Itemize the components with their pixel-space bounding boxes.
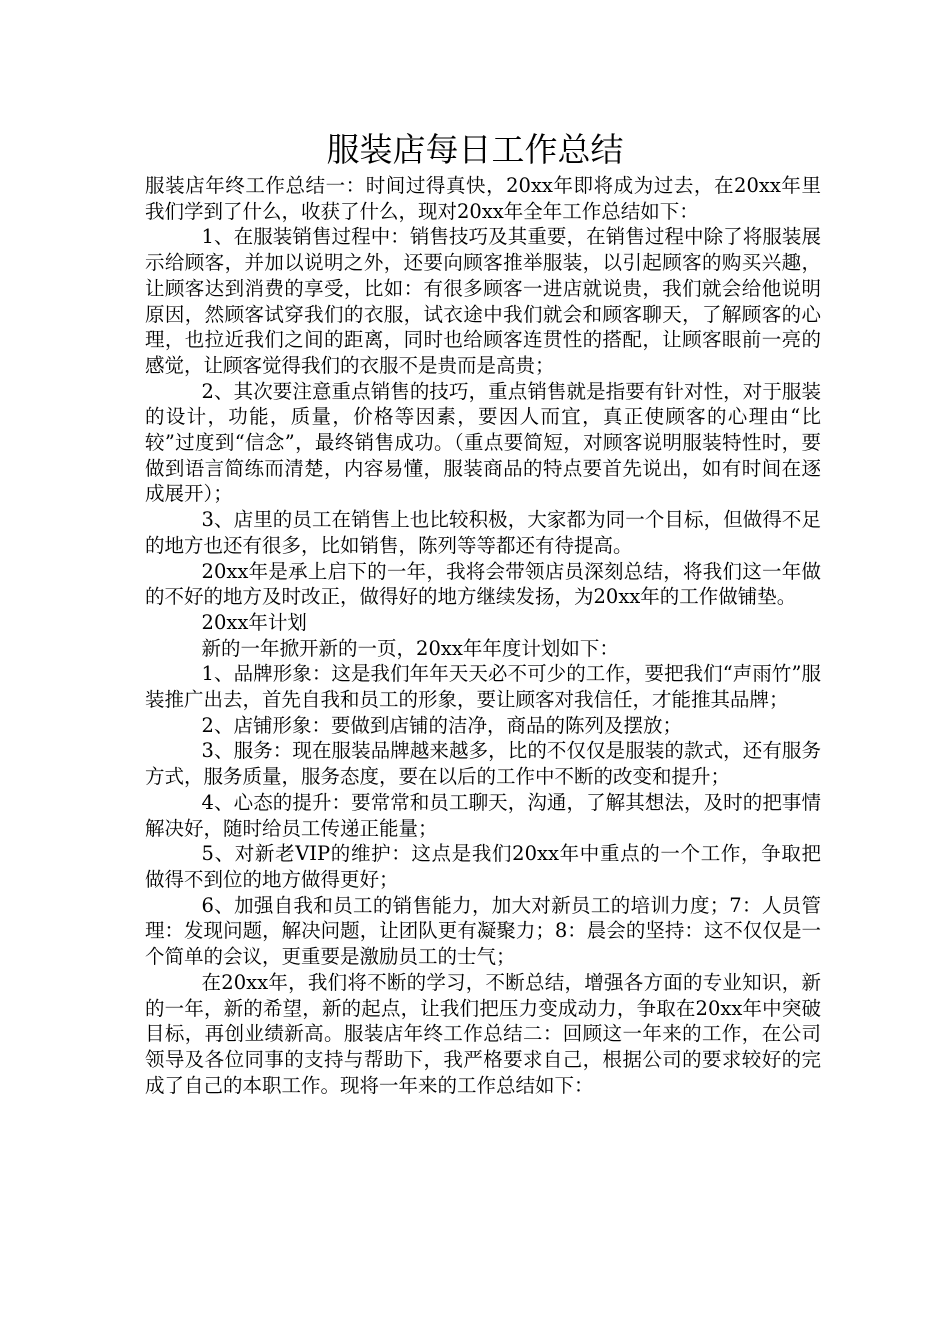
paragraph: 4、心态的提升：要常常和员工聊天，沟通，了解其想法，及时的把事情解决好，随时给员工传递正能量； — [145, 790, 821, 840]
paragraph: 在20xx年，我们将不断的学习，不断总结，增强各方面的专业知识，新的一年，新的希望，新的起点，让我们把压力变成动力，争取在20xx年中突破目标，再创业绩新高。服装店年终工作总结二：回顾这一年来的工作，在公司领导及各位同事的支持与帮助下，我严格要求自己，根据公司的要求较好的完成了自己的本职工作。现将一年来的工作总结如下： — [145, 970, 821, 1097]
paragraph: 20xx年是承上启下的一年，我将会带领店员深刻总结，将我们这一年做的不好的地方及时改正，做得好的地方继续发扬，为20xx年的工作做铺垫。 — [145, 559, 821, 609]
document-title: 服装店每日工作总结 — [326, 130, 624, 169]
paragraph: 1、品牌形象：这是我们年年天天必不可少的工作，要把我们“声雨竹”服装推广出去，首先自我和员工的形象，要让顾客对我信任，才能推其品牌； — [145, 662, 821, 712]
document-body — [145, 173, 821, 1098]
paragraph: 3、服务：现在服装品牌越来越多，比的不仅仅是服装的款式，还有服务方式，服务质量，服务态度，要在以后的工作中不断的改变和提升； — [145, 739, 821, 789]
paragraph: 5、对新老VIP的维护：这点是我们20xx年中重点的一个工作，争取把做得不到位的地方做得更好； — [145, 842, 821, 891]
paragraph: 6、加强自我和员工的销售能力，加大对新员工的培训力度；7：人员管理：发现问题，解决问题，让团队更有凝聚力；8：晨会的坚持：这不仅仅是一个简单的会议，更重要是激励员工的士气； — [145, 893, 821, 969]
paragraph: 2、其次要注意重点销售的技巧，重点销售就是指要有针对性，对于服装的设计，功能，质量，价格等因素，要因人而宜，真正使顾客的心理由“比较”过度到“信念”，最终销售成功。（重点要简短，对顾客说明服装特性时，要做到语言简练而清楚，内容易懂，服装商品的特点要首先说出，如有时间在逐成展开）； — [145, 379, 821, 506]
paragraph: 新的一年掀开新的一页，20xx年年度计划如下： — [201, 636, 619, 660]
paragraph: 1、在服装销售过程中：销售技巧及其重要，在销售过程中除了将服装展示给顾客，并加以说明之外，还要向顾客推举服装，以引起顾客的购买兴趣，让顾客达到消费的享受，比如：有很多顾客一进店就说贵，我们就会给他说明原因，然顾客试穿我们的衣服，试衣途中我们就会和顾客聊天，了解顾客的心理，也拉近我们之间的距离，同时也给顾客连贯性的搭配，让顾客眼前一亮的感觉，让顾客觉得我们的衣服不是贵而是高贵； — [145, 225, 821, 377]
paragraph: 服装店年终工作总结一：时间过得真快，20xx年即将成为过去，在20xx年里我们学到了什么，收获了什么，现对20xx年全年工作总结如下： — [145, 174, 821, 223]
paragraph: 3、店里的员工在销售上也比较积极，大家都为同一个目标，但做得不足的地方也还有很多，比如销售，陈列等等都还有待提高。 — [145, 508, 821, 557]
paragraph: 2、店铺形象：要做到店铺的洁净，商品的陈列及摆放； — [201, 713, 682, 737]
paragraph: 20xx年计划 — [201, 610, 307, 634]
